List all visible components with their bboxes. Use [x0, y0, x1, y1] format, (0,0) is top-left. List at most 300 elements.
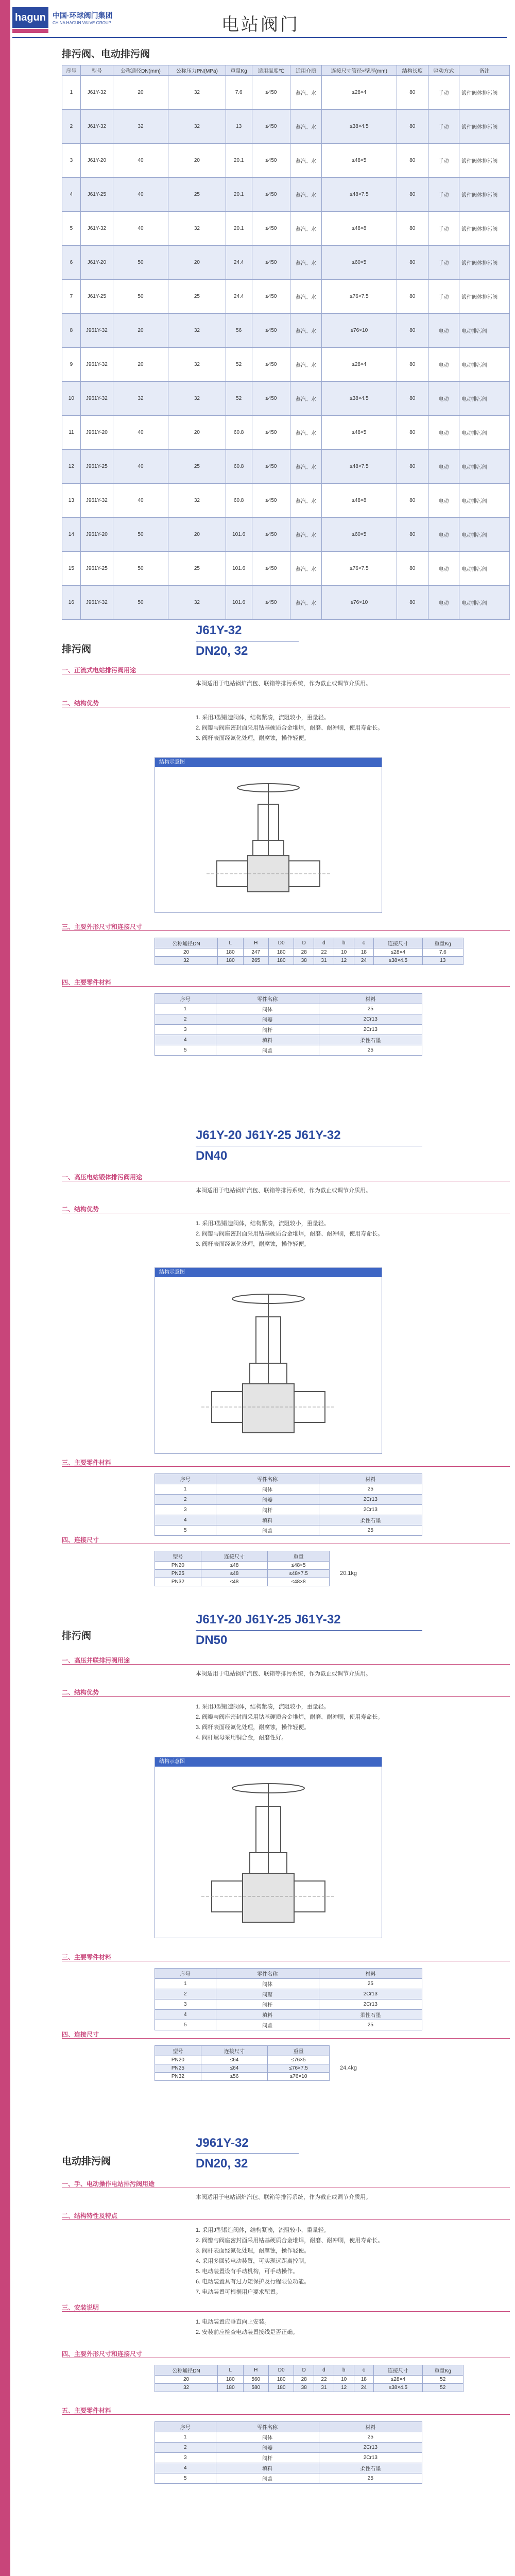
- table-cell: J961Y-20: [80, 518, 113, 552]
- table-cell: 电动排污阀: [459, 416, 510, 450]
- table-cell: 580: [243, 2384, 268, 2392]
- table-header-cell: 序号: [155, 994, 216, 1004]
- table-cell: 阀杆: [216, 1505, 319, 1515]
- table-cell: ≤64: [201, 2064, 267, 2073]
- table-header-cell: 适用温度℃: [252, 65, 290, 76]
- table-cell: 电动排污阀: [459, 382, 510, 416]
- table-cell: 80: [397, 144, 428, 178]
- table-cell: 80: [397, 586, 428, 620]
- block1-dims-table: [154, 938, 464, 965]
- table-cell: 32: [168, 484, 226, 518]
- table-cell: 20: [168, 144, 226, 178]
- table-cell: ≤48×8: [321, 484, 397, 518]
- table-header-cell: 备注: [459, 65, 510, 76]
- block4-model: J961Y-32: [196, 2136, 249, 2150]
- list-item: 4. 采用多回转电动装置，可实现远距离控制。: [196, 2258, 310, 2264]
- table-cell: 3: [155, 1999, 216, 2010]
- table-row: [155, 1578, 330, 1586]
- table-row: [155, 957, 464, 965]
- block2-weight-note: 20.1kg: [340, 1570, 357, 1577]
- table-row: [155, 2376, 464, 2384]
- table-row: [155, 1989, 422, 1999]
- table-cell: 蒸汽、水: [290, 450, 322, 484]
- table-cell: 蒸汽、水: [290, 144, 322, 178]
- table-cell: 40: [113, 484, 168, 518]
- table-cell: 50: [113, 518, 168, 552]
- table-cell: 1: [155, 1484, 216, 1495]
- table-cell: 4: [155, 2463, 216, 2473]
- table-row: [155, 1526, 422, 1536]
- table-cell: 20: [155, 2376, 218, 2384]
- table-cell: ≤450: [252, 110, 290, 144]
- table-cell: 2: [155, 1014, 216, 1025]
- table-cell: J961Y-20: [80, 416, 113, 450]
- table-cell: J61Y-20: [80, 246, 113, 280]
- table-cell: ≤76×10: [321, 586, 397, 620]
- table-header-cell: D: [294, 938, 314, 948]
- block1-dims-heading: 三、主要外形尺寸和连接尺寸: [62, 923, 143, 930]
- table-cell: 52: [422, 2376, 463, 2384]
- table-cell: PN20: [155, 1562, 201, 1570]
- table-header-cell: 材料: [319, 1969, 422, 1979]
- block2-mat-rule: [62, 1466, 510, 1467]
- table-row: [62, 586, 510, 620]
- table-row: [62, 382, 510, 416]
- list-item: 2. 阀瓣与阀座密封面采用钴基硬质合金堆焊，耐磨、耐冲刷，使用寿命长。: [196, 2238, 384, 2244]
- block4-dims-table: [154, 2365, 464, 2392]
- header-divider: [12, 37, 507, 38]
- table-cell: 180: [218, 2384, 243, 2392]
- block4-struct-heading: 二、结构特性及特点: [62, 2212, 118, 2219]
- block3-uses-heading: 一、高压并联排污阀用途: [62, 1657, 130, 1664]
- table-row: [155, 2056, 330, 2064]
- logo-chinese-name: 中国·环球阀门集团: [53, 11, 113, 20]
- table-row: [155, 2453, 422, 2463]
- table-cell: 手动: [428, 280, 459, 314]
- table-cell: 12: [334, 957, 354, 965]
- table-cell: 阀体: [216, 2432, 319, 2443]
- table-header-cell: 材料: [319, 994, 422, 1004]
- table-header-cell: 型号: [155, 1551, 201, 1562]
- table-cell: J961Y-32: [80, 382, 113, 416]
- table-cell: 阀瓣: [216, 1495, 319, 1505]
- table-cell: 25: [319, 1004, 422, 1014]
- table-header-cell: 材料: [319, 1474, 422, 1484]
- table-cell: 180: [218, 957, 243, 965]
- company-logo: hagun: [12, 7, 48, 28]
- block3-model-dn: DN50: [196, 1633, 228, 1647]
- table-cell: 20: [113, 314, 168, 348]
- list-item: 1. 采用J型锻造阀体，结构紧凑，流阻较小，重量轻。: [196, 1704, 330, 1710]
- table-header-cell: 材料: [319, 2422, 422, 2432]
- table-row: [155, 1570, 330, 1578]
- table-cell: J61Y-25: [80, 178, 113, 212]
- table-row: [155, 2010, 422, 2020]
- table-cell: 7.6: [422, 948, 463, 957]
- table-header-row: [155, 994, 422, 1004]
- table-cell: 38: [294, 957, 314, 965]
- table-cell: 柔性石墨: [319, 1515, 422, 1526]
- table-cell: 247: [243, 948, 268, 957]
- table-cell: 2: [155, 2443, 216, 2453]
- table-cell: 101.6: [226, 518, 252, 552]
- table-cell: 蒸汽、水: [290, 76, 322, 110]
- list-item: 2. 阀瓣与阀座密封面采用钴基硬质合金堆焊，耐磨、耐冲刷，使用寿命长。: [196, 1231, 384, 1237]
- table-cell: 2Cr13: [319, 2443, 422, 2453]
- block3-valve-illustration: [155, 1757, 382, 1938]
- table-cell: PN20: [155, 2056, 201, 2064]
- table-row: [62, 144, 510, 178]
- table-cell: 11: [62, 416, 81, 450]
- table-cell: ≤48: [201, 1570, 267, 1578]
- table-row: [155, 948, 464, 957]
- block1-section-title: 排污阀: [62, 644, 92, 655]
- table-cell: 20.1: [226, 144, 252, 178]
- table-cell: 蒸汽、水: [290, 518, 322, 552]
- table-cell: 2Cr13: [319, 1989, 422, 1999]
- table-row: [155, 2073, 330, 2081]
- block1-dims-rule: [62, 930, 510, 931]
- table-header-cell: 序号: [155, 1969, 216, 1979]
- table-header-cell: H: [243, 2365, 268, 2376]
- table-cell: 3: [155, 1505, 216, 1515]
- table-cell: 50: [113, 246, 168, 280]
- table-cell: 31: [314, 2384, 334, 2392]
- table-header-cell: D0: [268, 2365, 294, 2376]
- block3-dims-rule: [62, 2038, 510, 2039]
- table-cell: 180: [268, 957, 294, 965]
- block4-uses-text: 本阀适用于电站锅炉汽包、联箱等排污系统，作为截止或调节介质用。: [196, 2194, 371, 2200]
- table-row: [155, 1484, 422, 1495]
- table-cell: 80: [397, 518, 428, 552]
- table-cell: 1: [62, 76, 81, 110]
- table-cell: 80: [397, 76, 428, 110]
- table-cell: 锻件阀体排污阀: [459, 246, 510, 280]
- table-cell: 32: [168, 314, 226, 348]
- table-cell: 阀体: [216, 1979, 319, 1989]
- table-cell: 12: [62, 450, 81, 484]
- list-item: 3. 阀杆表面经氮化处理，耐腐蚀，操作轻便。: [196, 2248, 310, 2254]
- table-cell: 32: [168, 110, 226, 144]
- table-cell: ≤48×7.5: [321, 450, 397, 484]
- table-row: [155, 2064, 330, 2073]
- table-cell: 32: [113, 110, 168, 144]
- table-cell: 5: [155, 1526, 216, 1536]
- table-cell: 10: [62, 382, 81, 416]
- table-cell: 1: [155, 1979, 216, 1989]
- block2-uses-heading: 一、高压电站锻体排污阀用途: [62, 1174, 143, 1181]
- table-header-cell: 驱动方式: [428, 65, 459, 76]
- table-cell: ≤28×4: [321, 76, 397, 110]
- block3-weight-note: 24.4kg: [340, 2065, 357, 2071]
- table-header-cell: 公称压力PN(MPa): [168, 65, 226, 76]
- table-cell: 阀体: [216, 1484, 319, 1495]
- table-cell: 蒸汽、水: [290, 110, 322, 144]
- table-cell: 32: [113, 382, 168, 416]
- table-row: [62, 280, 510, 314]
- table-row: [155, 2463, 422, 2473]
- table-cell: ≤38×4.5: [321, 110, 397, 144]
- table-cell: ≤76×7.5: [321, 280, 397, 314]
- table-header-row: [155, 1969, 422, 1979]
- table-header-cell: 序号: [62, 65, 81, 76]
- list-item: 7. 电动装置可根据用户要求配置。: [196, 2289, 282, 2295]
- table-cell: 25: [168, 178, 226, 212]
- table-cell: J961Y-25: [80, 450, 113, 484]
- block3-drawing: [154, 1757, 382, 1938]
- table-cell: ≤450: [252, 144, 290, 178]
- table-header-cell: 零件名称: [216, 1474, 319, 1484]
- block2-drawing: [154, 1267, 382, 1454]
- table-cell: 锻件阀体排污阀: [459, 76, 510, 110]
- list-item: 4. 阀杆螺母采用铜合金，耐磨性好。: [196, 1735, 287, 1741]
- table-cell: 阀瓣: [216, 1014, 319, 1025]
- table-cell: 25: [319, 1045, 422, 1056]
- table-cell: 32: [155, 957, 218, 965]
- table-row: [62, 552, 510, 586]
- table-cell: 2Cr13: [319, 2453, 422, 2463]
- table-cell: 阀盖: [216, 2473, 319, 2484]
- block1-struct-heading: 二、结构优势: [62, 700, 99, 707]
- table-header-cell: D: [294, 2365, 314, 2376]
- table-cell: 25: [319, 1484, 422, 1495]
- list-item: 3. 阀杆表面经氮化处理，耐腐蚀，操作轻便。: [196, 735, 310, 741]
- table-cell: 4: [155, 1515, 216, 1526]
- table-cell: 20: [168, 416, 226, 450]
- block1-struct-list: [196, 713, 505, 744]
- table-cell: 蒸汽、水: [290, 246, 322, 280]
- block3-struct-rule: [62, 1696, 510, 1697]
- table-cell: 填料: [216, 2010, 319, 2020]
- table-cell: 蒸汽、水: [290, 586, 322, 620]
- table-cell: 2: [62, 110, 81, 144]
- block1-drawing: [154, 757, 382, 913]
- table-cell: ≤450: [252, 280, 290, 314]
- table-cell: 蒸汽、水: [290, 552, 322, 586]
- table-cell: ≤48×8: [321, 212, 397, 246]
- block3-dims-heading: 四、连接尺寸: [62, 2031, 99, 2038]
- table-row: [155, 1999, 422, 2010]
- table-cell: 25: [319, 2432, 422, 2443]
- table-cell: 25: [168, 280, 226, 314]
- table-cell: 5: [62, 212, 81, 246]
- table-header-cell: 序号: [155, 2422, 216, 2432]
- table-cell: J61Y-25: [80, 280, 113, 314]
- table-cell: 32: [168, 212, 226, 246]
- table-cell: 蒸汽、水: [290, 382, 322, 416]
- block1-model-dn: DN20, 32: [196, 644, 248, 658]
- table-cell: 80: [397, 246, 428, 280]
- table-cell: 4: [155, 1035, 216, 1045]
- table-header-cell: b: [334, 2365, 354, 2376]
- table-cell: 12: [334, 2384, 354, 2392]
- table-cell: ≤450: [252, 212, 290, 246]
- table-cell: 13: [422, 957, 463, 965]
- table-cell: 阀瓣: [216, 2443, 319, 2453]
- block4-struct-list: [196, 2226, 505, 2298]
- table-cell: 25: [168, 552, 226, 586]
- table-cell: 阀盖: [216, 1045, 319, 1056]
- table-cell: 80: [397, 484, 428, 518]
- block2-struct-heading: 二、结构优势: [62, 1206, 99, 1213]
- table-cell: ≤60×5: [321, 246, 397, 280]
- table-row: [155, 1515, 422, 1526]
- table-cell: 10: [334, 2376, 354, 2384]
- table-cell: PN32: [155, 2073, 201, 2081]
- list-item: 1. 采用J型锻造阀体，结构紧凑，流阻较小，重量轻。: [196, 1221, 330, 1227]
- table-cell: 柔性石墨: [319, 1035, 422, 1045]
- table-cell: 16: [62, 586, 81, 620]
- table-cell: 电动: [428, 586, 459, 620]
- block3-uses-text: 本阀适用于电站锅炉汽包、联箱等排污系统，作为截止或调节介质用。: [196, 1671, 371, 1677]
- table-cell: 蒸汽、水: [290, 484, 322, 518]
- table-cell: 40: [113, 450, 168, 484]
- table-header-row: [62, 65, 510, 76]
- table-cell: 28: [294, 948, 314, 957]
- block4-model-dn: DN20, 32: [196, 2157, 248, 2171]
- table-cell: 手动: [428, 144, 459, 178]
- table-row: [155, 2384, 464, 2392]
- list-item: 2. 安装前应检查电动装置接线是否正确。: [196, 2329, 299, 2335]
- table-cell: 2: [155, 1495, 216, 1505]
- table-row: [62, 246, 510, 280]
- table-cell: 80: [397, 450, 428, 484]
- table-row: [62, 212, 510, 246]
- main-section-title: 排污阀、电动排污阀: [62, 49, 150, 60]
- table-header-cell: L: [218, 2365, 243, 2376]
- table-cell: ≤48×8: [268, 1578, 330, 1586]
- table-row: [62, 484, 510, 518]
- table-cell: 阀盖: [216, 2020, 319, 2030]
- table-cell: 电动: [428, 348, 459, 382]
- block1-mat-rule: [62, 986, 510, 987]
- table-cell: 电动排污阀: [459, 314, 510, 348]
- table-header-cell: 连接尺寸: [374, 938, 422, 948]
- block1-drawing-caption: 结构示意图: [155, 758, 382, 767]
- block4-dims-heading: 四、主要外形尺寸和连接尺寸: [62, 2350, 143, 2358]
- table-cell: ≤450: [252, 552, 290, 586]
- block3-drawing-caption: 结构示意图: [155, 1757, 382, 1767]
- table-cell: 20: [113, 348, 168, 382]
- table-cell: 电动排污阀: [459, 484, 510, 518]
- block3-model-rule: [196, 1630, 422, 1631]
- table-header-cell: 公称通径DN(mm): [113, 65, 168, 76]
- table-cell: 265: [243, 957, 268, 965]
- table-header-cell: 重量Kg: [226, 65, 252, 76]
- table-cell: 9: [62, 348, 81, 382]
- table-cell: J61Y-32: [80, 110, 113, 144]
- table-header-cell: 序号: [155, 1474, 216, 1484]
- table-cell: 25: [319, 1979, 422, 1989]
- table-cell: 25: [168, 450, 226, 484]
- table-cell: ≤450: [252, 484, 290, 518]
- table-cell: 电动: [428, 450, 459, 484]
- table-row: [62, 110, 510, 144]
- table-cell: 80: [397, 348, 428, 382]
- table-header-cell: 连接尺寸: [201, 2046, 267, 2056]
- table-cell: 13: [226, 110, 252, 144]
- table-header-row: [155, 938, 464, 948]
- table-cell: 填料: [216, 2463, 319, 2473]
- table-header-cell: 重量Kg: [422, 938, 463, 948]
- table-cell: 60.8: [226, 450, 252, 484]
- block2-dims-heading: 四、连接尺寸: [62, 1536, 99, 1544]
- table-cell: 38: [294, 2384, 314, 2392]
- list-item: 5. 电动装置设有手动机构，可手动操作。: [196, 2268, 299, 2275]
- table-cell: 20: [168, 246, 226, 280]
- table-row: [62, 416, 510, 450]
- table-cell: 80: [397, 314, 428, 348]
- table-header-cell: 型号: [155, 2046, 201, 2056]
- table-header-cell: 零件名称: [216, 1969, 319, 1979]
- table-cell: 32: [168, 76, 226, 110]
- table-cell: 20: [168, 518, 226, 552]
- table-header-row: [155, 2422, 422, 2432]
- table-header-cell: 公称通径DN: [155, 2365, 218, 2376]
- table-cell: 25: [319, 2020, 422, 2030]
- block4-install-heading: 三、安装说明: [62, 2304, 99, 2311]
- table-cell: J961Y-32: [80, 348, 113, 382]
- table-cell: ≤450: [252, 382, 290, 416]
- block4-install-rule: [62, 2311, 510, 2312]
- table-cell: 180: [268, 2376, 294, 2384]
- table-cell: ≤28×4: [374, 948, 422, 957]
- table-cell: ≤48×7.5: [268, 1570, 330, 1578]
- table-cell: 手动: [428, 76, 459, 110]
- table-cell: 蒸汽、水: [290, 280, 322, 314]
- table-cell: J61Y-32: [80, 76, 113, 110]
- table-cell: 32: [168, 586, 226, 620]
- list-item: 3. 阀杆表面经氮化处理，耐腐蚀，操作轻便。: [196, 1724, 310, 1731]
- table-cell: 2Cr13: [319, 1495, 422, 1505]
- table-row: [62, 178, 510, 212]
- logo-english-name: CHINA HAGUN VALVE GROUP: [53, 21, 111, 25]
- table-cell: 56: [226, 314, 252, 348]
- table-cell: 4: [62, 178, 81, 212]
- block1-mat-heading: 四、主要零件材料: [62, 979, 112, 986]
- table-cell: 填料: [216, 1515, 319, 1526]
- table-header-cell: D0: [268, 938, 294, 948]
- table-cell: ≤76×10: [321, 314, 397, 348]
- block4-mat-heading: 五、主要零件材料: [62, 2407, 112, 2414]
- block4-mat-table: [154, 2421, 422, 2484]
- table-header-cell: d: [314, 2365, 334, 2376]
- table-cell: 蒸汽、水: [290, 212, 322, 246]
- block3-uses-rule: [62, 1664, 510, 1665]
- table-cell: 180: [218, 948, 243, 957]
- list-item: 1. 电动装置应垂直向上安装。: [196, 2319, 270, 2325]
- table-cell: 180: [218, 2376, 243, 2384]
- table-row: [155, 1025, 422, 1035]
- table-cell: 10: [334, 948, 354, 957]
- table-cell: 32: [155, 2384, 218, 2392]
- table-header-cell: 重量: [268, 1551, 330, 1562]
- list-item: 2. 阀瓣与阀座密封面采用钴基硬质合金堆焊，耐磨、耐冲刷，使用寿命长。: [196, 1714, 384, 1720]
- block2-mat-table: [154, 1473, 422, 1536]
- table-cell: 锻件阀体排污阀: [459, 178, 510, 212]
- table-cell: 80: [397, 280, 428, 314]
- table-cell: ≤48×5: [321, 144, 397, 178]
- table-cell: 2Cr13: [319, 1999, 422, 2010]
- table-cell: ≤450: [252, 348, 290, 382]
- block4-section-title: 电动排污阀: [62, 2156, 111, 2167]
- table-cell: 蒸汽、水: [290, 348, 322, 382]
- block3-mat-table: [154, 1968, 422, 2030]
- table-cell: 填料: [216, 1035, 319, 1045]
- table-header-cell: H: [243, 938, 268, 948]
- table-header-cell: 型号: [80, 65, 113, 76]
- table-cell: 手动: [428, 246, 459, 280]
